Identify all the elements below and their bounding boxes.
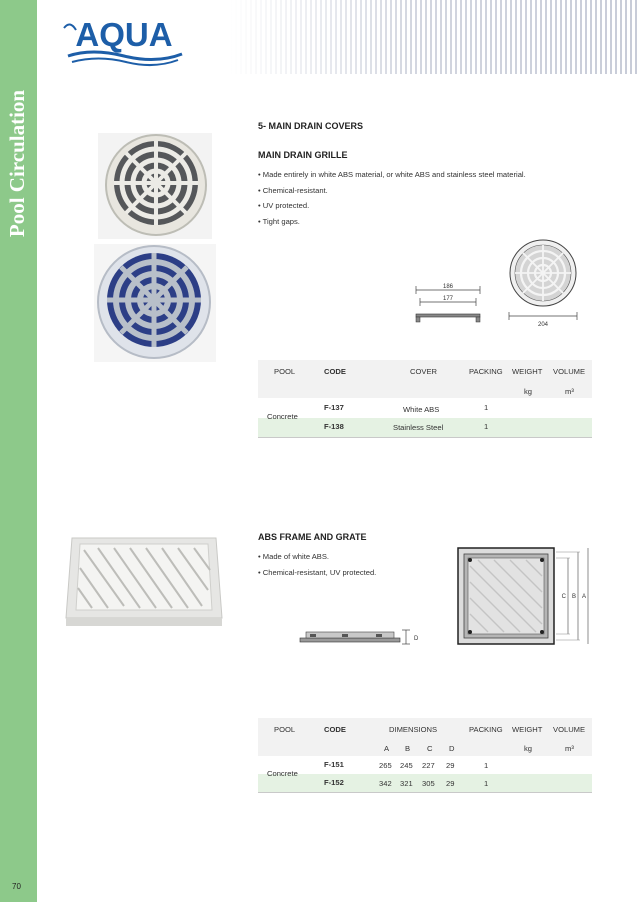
col-weight: WEIGHT bbox=[512, 367, 543, 376]
code-cell: F-152 bbox=[324, 778, 344, 787]
packing-cell: 1 bbox=[484, 761, 489, 770]
dim-c-cell: 227 bbox=[422, 761, 435, 770]
white-grille-photo bbox=[98, 133, 212, 239]
col-pool: POOL bbox=[274, 367, 296, 376]
code-cell: F-138 bbox=[324, 422, 344, 431]
sub-b: B bbox=[405, 744, 411, 753]
aqua-logo bbox=[62, 12, 186, 70]
dim-label: B bbox=[571, 594, 576, 600]
sidebar-title bbox=[2, 78, 34, 248]
grille-bullets bbox=[258, 167, 526, 229]
dim-a-cell: 342 bbox=[379, 779, 392, 788]
sub-d: D bbox=[449, 744, 455, 753]
grille-bullet: • Tight gaps. bbox=[258, 216, 300, 226]
table-rule bbox=[258, 792, 592, 793]
dim-label: C bbox=[561, 594, 566, 600]
cover-cell: Stainless Steel bbox=[393, 423, 444, 432]
frame-grate-photo bbox=[62, 528, 226, 628]
code-cell: F-151 bbox=[324, 760, 344, 769]
dim-b-cell: 245 bbox=[400, 761, 413, 770]
unit-weight: kg bbox=[524, 744, 533, 753]
dim-d-cell: 29 bbox=[446, 761, 455, 770]
grille-bullet: • UV protected. bbox=[258, 201, 310, 210]
packing-cell: 1 bbox=[484, 779, 489, 788]
col-packing: PACKING bbox=[469, 367, 503, 376]
dim-a-cell: 265 bbox=[379, 761, 392, 770]
code-cell: F-137 bbox=[324, 403, 344, 412]
dim-label: A bbox=[581, 594, 586, 600]
dim-b-cell: 321 bbox=[400, 779, 413, 788]
cover-cell: White ABS bbox=[403, 405, 440, 414]
dim-c-cell: 305 bbox=[422, 779, 435, 788]
header-fade bbox=[230, 0, 638, 74]
logo-text: AQUA bbox=[75, 16, 173, 53]
col-pool: POOL bbox=[274, 725, 296, 734]
blue-grille-photo bbox=[94, 244, 216, 362]
grille-bullet: • Made entirely in white ABS material, or white ABS and stainless steel material. bbox=[258, 170, 526, 179]
frame-bullets bbox=[258, 549, 376, 580]
grille-top-drawing bbox=[505, 237, 581, 329]
dim-label: 204 bbox=[537, 322, 549, 328]
col-dimensions: DIMENSIONS bbox=[389, 725, 438, 734]
unit-volume: m³ bbox=[565, 744, 574, 753]
pool-cell: Concrete bbox=[267, 412, 298, 421]
sub-a: A bbox=[384, 744, 390, 753]
packing-cell: 1 bbox=[484, 422, 489, 431]
table-rule bbox=[258, 437, 592, 438]
grille-title: MAIN DRAIN GRILLE bbox=[258, 150, 348, 160]
col-cover: COVER bbox=[410, 367, 438, 376]
table-header bbox=[258, 718, 592, 756]
packing-cell: 1 bbox=[484, 403, 489, 412]
page-number: 70 bbox=[12, 882, 21, 891]
col-weight: WEIGHT bbox=[512, 725, 543, 734]
grille-bullet: • Chemical-resistant. bbox=[258, 185, 328, 195]
unit-volume: m³ bbox=[565, 387, 574, 396]
frame-bullet: • Made of white ABS. bbox=[258, 552, 330, 561]
table-header bbox=[258, 360, 592, 398]
frame-title: ABS FRAME AND GRATE bbox=[258, 532, 367, 542]
col-code: CODE bbox=[324, 367, 346, 376]
sidebar-title-text: Pool Circulation bbox=[5, 89, 30, 237]
dim-label: 186 bbox=[442, 284, 454, 290]
frame-side-drawing bbox=[298, 626, 444, 652]
unit-weight: kg bbox=[524, 387, 533, 396]
frame-bullet: • Chemical-resistant, UV protected. bbox=[258, 567, 377, 577]
col-volume: VOLUME bbox=[553, 725, 586, 734]
dim-d-cell: 29 bbox=[446, 779, 455, 788]
dim-label: 177 bbox=[442, 296, 454, 302]
grille-spec-table bbox=[258, 360, 592, 438]
frame-top-drawing bbox=[456, 546, 600, 646]
section-title: 5- MAIN DRAIN COVERS bbox=[258, 121, 364, 131]
col-packing: PACKING bbox=[469, 725, 503, 734]
pool-cell: Concrete bbox=[267, 769, 298, 778]
dim-label: D bbox=[414, 636, 419, 642]
col-code: CODE bbox=[324, 725, 346, 734]
grille-side-drawing bbox=[410, 280, 486, 326]
sub-c: C bbox=[427, 744, 433, 753]
frame-spec-table bbox=[258, 718, 592, 794]
col-volume: VOLUME bbox=[553, 367, 586, 376]
